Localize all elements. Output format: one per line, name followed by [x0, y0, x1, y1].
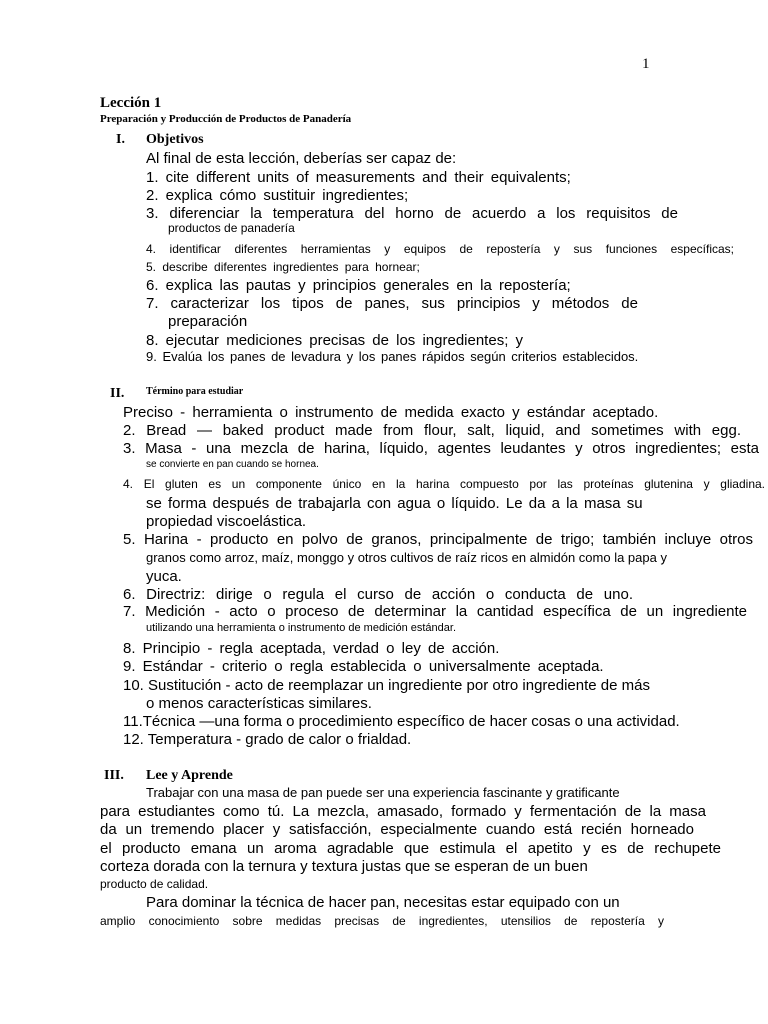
lesson-title: Lección 1: [100, 95, 162, 111]
body-line: Para dominar la técnica de hacer pan, necesitas estar equipado con un: [146, 894, 620, 911]
section-1-numeral: I.: [116, 132, 125, 147]
section-3-heading: Lee y Aprende: [146, 768, 233, 783]
objective-line: preparación: [168, 313, 248, 330]
body-line: para estudiantes como tú. La mezcla, amasado, formado y fermentación de la masa: [100, 803, 706, 820]
objective-line: 2. explica cómo sustituir ingredientes;: [146, 187, 409, 204]
term-line: 12. Temperatura - grado de calor o frialdad.: [123, 731, 412, 748]
body-line: el producto emana un aroma agradable que estimula el apetito y es de rechupete: [100, 840, 721, 857]
body-line: da un tremendo placer y satisfacción, especialmente cuando está recién horneado: [100, 821, 694, 838]
term-line: yuca.: [146, 568, 182, 585]
term-line: 10. Sustitución - acto de reemplazar un ingrediente por otro ingrediente de más: [123, 677, 650, 694]
objective-line: 4. identificar diferentes herramientas y equipos de repostería y sus funciones específicas;: [146, 242, 734, 256]
term-line: se convierte en pan cuando se hornea.: [146, 459, 319, 470]
objective-line: 1. cite different units of measurements and their equivalents;: [146, 169, 571, 186]
objective-line: 6. explica las pautas y principios generales en la repostería;: [146, 277, 571, 294]
objective-line: 9. Evalúa los panes de levadura y los panes rápidos según criterios establecidos.: [146, 349, 639, 364]
section-2-numeral: II.: [110, 386, 125, 401]
term-line: se forma después de trabajarla con agua o líquido. Le da a la masa su: [146, 495, 643, 512]
term-line: 2. Bread — baked product made from flour, salt, liquid, and sometimes with egg.: [123, 422, 741, 439]
term-line: granos como arroz, maíz, monggo y otros cultivos de raíz ricos en almidón como la papa y: [146, 550, 667, 565]
term-line: propiedad viscoelástica.: [146, 513, 307, 530]
term-line: o menos características similares.: [146, 695, 372, 712]
lesson-subtitle: Preparación y Producción de Productos de Panadería: [100, 113, 352, 125]
objective-line: 5. describe diferentes ingredientes para hornear;: [146, 260, 420, 274]
objectives-intro: Al final de esta lección, deberías ser capaz de:: [146, 150, 457, 167]
objective-line: productos de panadería: [168, 221, 295, 235]
body-line: amplio conocimiento sobre medidas precisas de ingredientes, utensilios de repostería y: [100, 914, 664, 928]
section-3-numeral: III.: [104, 768, 124, 783]
page-number: 1: [642, 56, 650, 72]
term-line: 11.Técnica —una forma o procedimiento específico de hacer cosas o una actividad.: [123, 713, 680, 730]
body-line: producto de calidad.: [100, 877, 209, 891]
term-line: 6. Directriz: dirige o regula el curso de acción o conducta de uno.: [123, 586, 633, 603]
term-line: 8. Principio - regla aceptada, verdad o ley de acción.: [123, 640, 500, 657]
objective-line: 8. ejecutar mediciones precisas de los ingredientes; y: [146, 332, 524, 349]
objective-line: 7. caracterizar los tipos de panes, sus principios y métodos de: [146, 295, 638, 312]
body-line: corteza dorada con la ternura y textura justas que se esperan de un buen: [100, 858, 588, 875]
objective-line: 3. diferenciar la temperatura del horno de acuerdo a los requisitos de: [146, 205, 678, 222]
section-1-heading: Objetivos: [146, 132, 204, 147]
term-line: 5. Harina - producto en polvo de granos, principalmente de trigo; también incluye otros: [123, 531, 753, 548]
section-2-heading: Término para estudiar: [146, 386, 244, 397]
term-line: 4. El gluten es un componente único en la harina compuesto por las proteínas glutenina y gliadina.: [123, 477, 765, 491]
term-line: 3. Masa - una mezcla de harina, líquido, agentes leudantes y otros ingredientes; esta: [123, 440, 759, 457]
term-line: utilizando una herramienta o instrumento de medición estándar.: [146, 622, 457, 634]
term-line: 9. Estándar - criterio o regla establecida o universalmente aceptada.: [123, 658, 604, 675]
body-line: Trabajar con una masa de pan puede ser una experiencia fascinante y gratificante: [146, 785, 620, 800]
term-line: 7. Medición - acto o proceso de determinar la cantidad específica de un ingrediente: [123, 603, 747, 620]
term-line: Preciso - herramienta o instrumento de medida exacto y estándar aceptado.: [123, 404, 659, 421]
